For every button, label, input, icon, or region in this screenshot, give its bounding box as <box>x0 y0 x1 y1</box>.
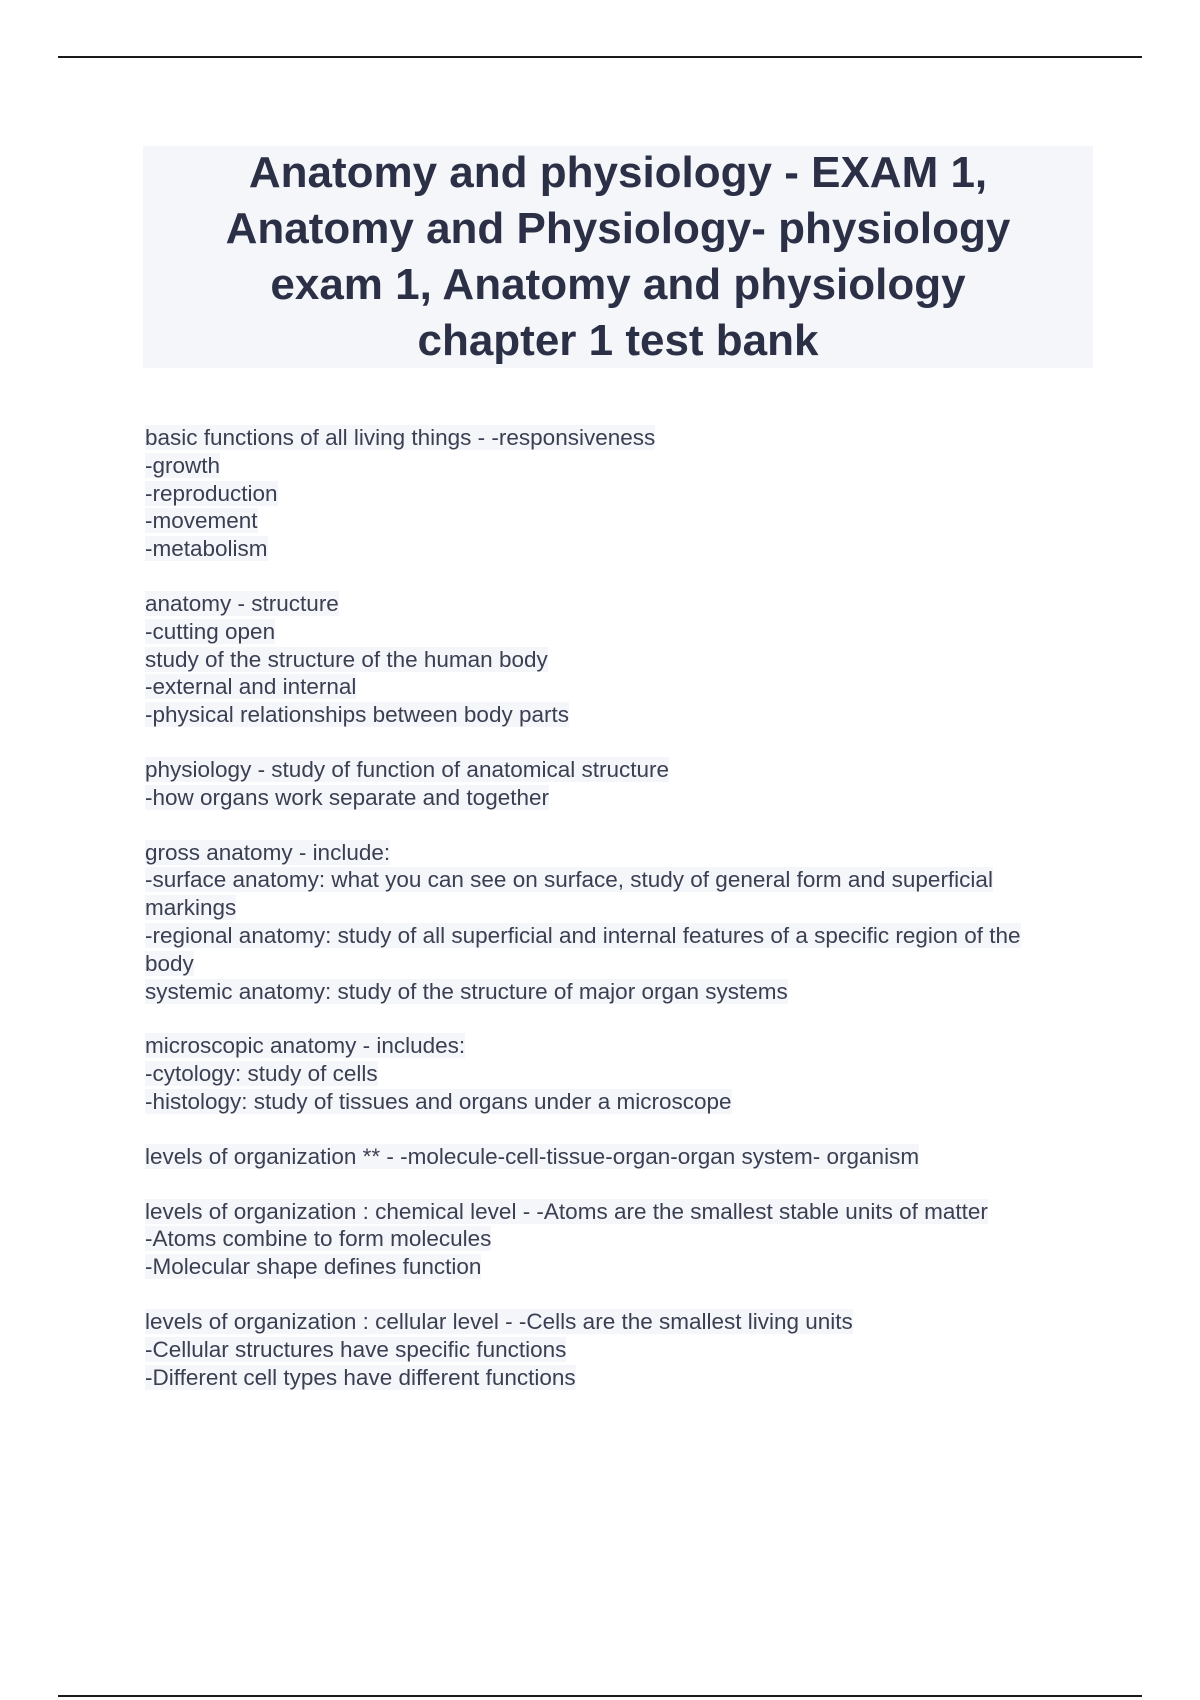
flashcard-detail-line <box>145 1225 1100 1253</box>
flashcard-text: microscopic anatomy - includes: <box>145 1033 466 1059</box>
flashcard-text: -external and internal <box>145 674 357 700</box>
top-divider <box>58 56 1142 58</box>
bottom-divider <box>58 1695 1142 1697</box>
flashcard-text: -movement <box>145 508 258 534</box>
flashcard-detail-line <box>145 784 1100 812</box>
flashcard-text: -cytology: study of cells <box>145 1061 378 1087</box>
flashcard-term-line <box>145 1308 1100 1336</box>
flashcard-text: -growth <box>145 452 221 478</box>
flashcard-detail-line <box>145 646 1100 674</box>
flashcard-term-line <box>145 1143 1100 1171</box>
flashcard-text: markings <box>145 895 237 921</box>
flashcard <box>145 1198 1100 1281</box>
flashcard <box>145 1032 1100 1115</box>
flashcard-text: physiology - study of function of anatomical structure <box>145 756 670 782</box>
flashcard-term-line <box>145 1032 1100 1060</box>
flashcard-text: levels of organization : chemical level - -Atoms are the smallest stable units of matter <box>145 1198 988 1224</box>
flashcard-detail-line <box>145 1253 1100 1281</box>
flashcard <box>145 424 1100 563</box>
flashcard-detail-line <box>145 1364 1100 1392</box>
flashcard-text: systemic anatomy: study of the structure of major organ systems <box>145 978 788 1004</box>
flashcard-text: -physical relationships between body parts <box>145 702 569 728</box>
flashcard-text: -histology: study of tissues and organs under a microscope <box>145 1088 732 1114</box>
document-title: Anatomy and physiology - EXAM 1, Anatomy and Physiology- physiology exam 1, Anatomy and physiology chapter 1 test bank <box>225 148 1011 365</box>
flashcard-text: basic functions of all living things - -responsiveness <box>145 425 656 450</box>
flashcard-detail-line <box>145 701 1100 729</box>
flashcard-detail-line <box>145 1060 1100 1088</box>
flashcard-detail-line <box>145 922 1100 950</box>
flashcard-text: -Cellular structures have specific functions <box>145 1336 567 1362</box>
title-box <box>143 146 1093 368</box>
flashcard-text: -cutting open <box>145 618 276 644</box>
flashcard-text: anatomy - structure <box>145 590 339 616</box>
flashcard-detail-line <box>145 866 1100 894</box>
flashcard-detail-line <box>145 894 1100 922</box>
flashcard-term-line <box>145 756 1100 784</box>
flashcard-detail-line <box>145 535 1100 563</box>
flashcard-term-line <box>145 839 1100 867</box>
flashcard-text: -metabolism <box>145 536 268 562</box>
flashcard-term-line <box>145 1198 1100 1226</box>
flashcard-detail-line <box>145 673 1100 701</box>
flashcard <box>145 1143 1100 1171</box>
flashcard-text: levels of organization : cellular level - -Cells are the smallest living units <box>145 1308 853 1334</box>
flashcard-detail-line <box>145 507 1100 535</box>
flashcard-text: -regional anatomy: study of all superficial and internal features of a specific region of the <box>145 922 1021 948</box>
flashcard-text: study of the structure of the human body <box>145 646 548 672</box>
flashcard-text: -surface anatomy: what you can see on surface, study of general form and superficial <box>145 867 993 893</box>
flashcard-detail-line <box>145 950 1100 978</box>
flashcard <box>145 839 1100 1006</box>
flashcard-text: -Molecular shape defines function <box>145 1254 482 1280</box>
flashcard-detail-line <box>145 1336 1100 1364</box>
flashcard-text: -Different cell types have different functions <box>145 1364 576 1390</box>
flashcard-text: levels of organization ** - -molecule-cell-tissue-organ-organ system- organism <box>145 1143 920 1169</box>
flashcard-text: body <box>145 950 194 976</box>
flashcard-text: -how organs work separate and together <box>145 784 549 810</box>
flashcard-detail-line <box>145 452 1100 480</box>
flashcard-list <box>145 424 1100 1418</box>
flashcard-detail-line <box>145 618 1100 646</box>
flashcard-text: -Atoms combine to form molecules <box>145 1226 492 1252</box>
flashcard-text: gross anatomy - include: <box>145 839 391 865</box>
flashcard-detail-line <box>145 978 1100 1006</box>
flashcard-detail-line <box>145 1088 1100 1116</box>
flashcard-term-line <box>145 424 1100 452</box>
flashcard-detail-line <box>145 480 1100 508</box>
flashcard-term-line <box>145 590 1100 618</box>
flashcard-text: -reproduction <box>145 480 278 506</box>
flashcard <box>145 590 1100 729</box>
flashcard <box>145 756 1100 812</box>
flashcard <box>145 1308 1100 1391</box>
